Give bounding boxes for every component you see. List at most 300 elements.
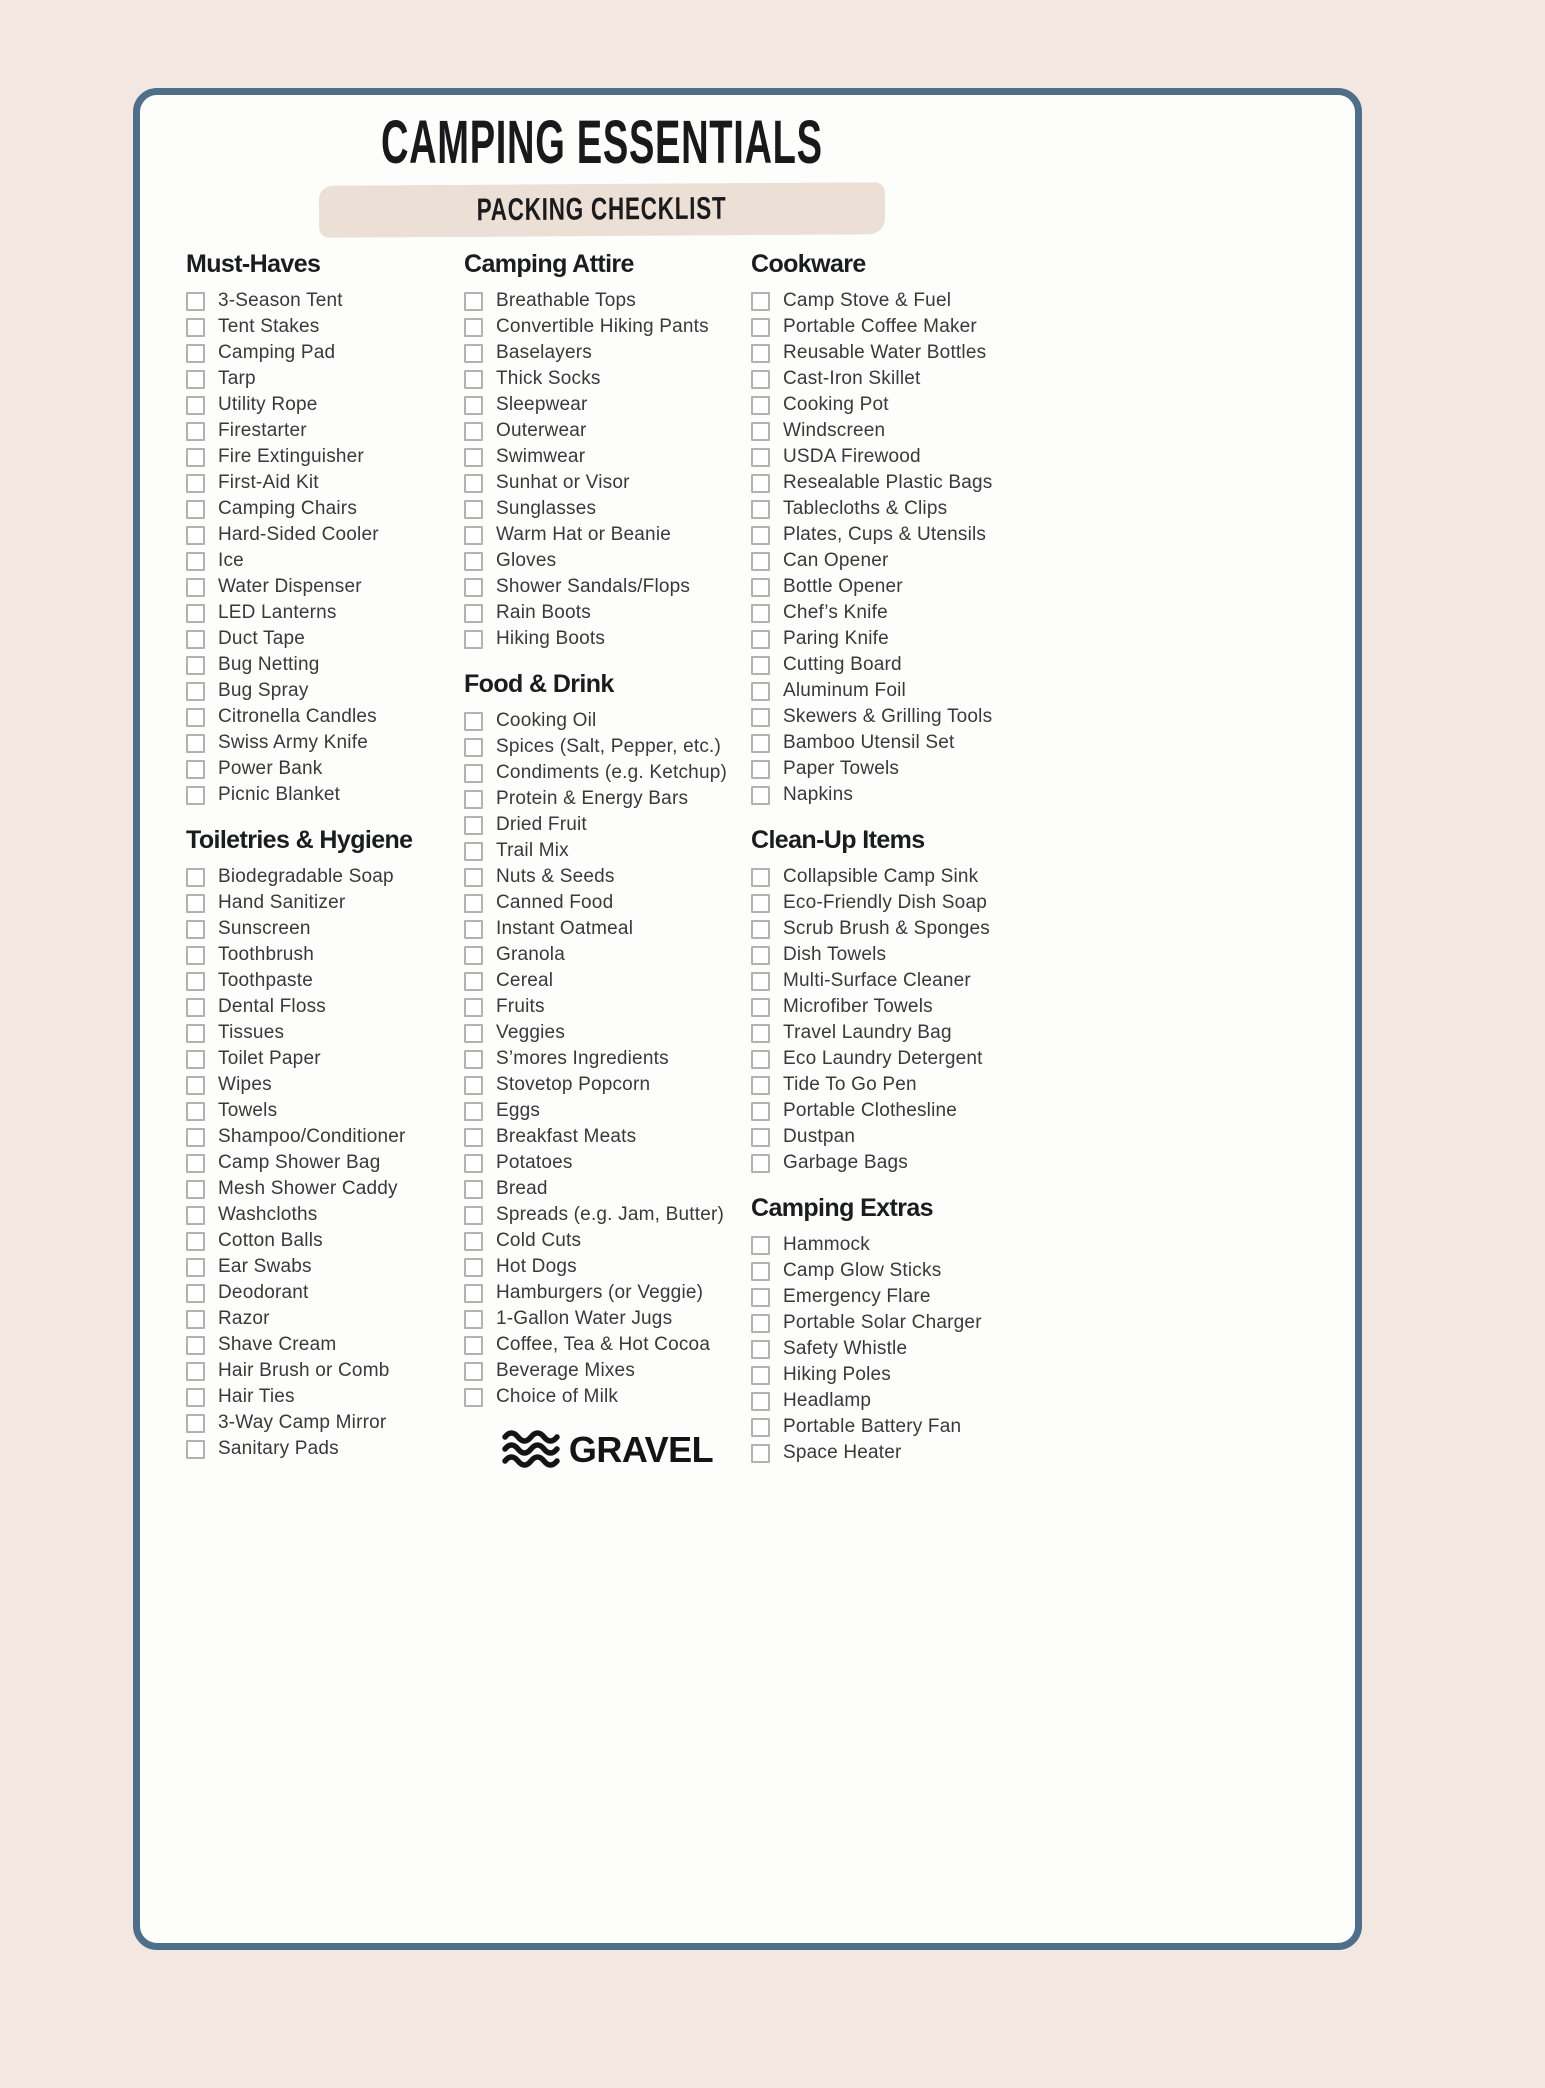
checkbox[interactable] (186, 1206, 205, 1225)
checklist-item (464, 708, 751, 734)
checkbox[interactable] (186, 292, 205, 311)
checkbox[interactable] (751, 786, 770, 805)
checkbox[interactable] (464, 1284, 483, 1303)
columns (186, 248, 1315, 1472)
checkbox[interactable] (464, 474, 483, 493)
checklist-item (464, 626, 751, 652)
checklist-item (186, 470, 464, 496)
checklist-item (751, 994, 1073, 1020)
item-label: Instant Oatmeal (496, 918, 634, 939)
item-label: Veggies (496, 1022, 566, 1043)
checkbox[interactable] (464, 1362, 483, 1381)
item-label: Warm Hat or Beanie (496, 524, 672, 545)
checkbox[interactable] (751, 370, 770, 389)
checklist-item (186, 1254, 464, 1280)
checklist-item (751, 522, 1073, 548)
checklist-item (186, 1176, 464, 1202)
item-label: Eco Laundry Detergent (783, 1048, 983, 1069)
checkbox[interactable] (751, 500, 770, 519)
item-label: Plates, Cups & Utensils (783, 524, 987, 545)
checkbox[interactable] (464, 738, 483, 757)
checkbox[interactable] (751, 448, 770, 467)
checkbox[interactable] (186, 682, 205, 701)
checkbox[interactable] (751, 868, 770, 887)
item-label: Convertible Hiking Pants (496, 316, 709, 337)
checkbox[interactable] (186, 920, 205, 939)
item-label: Camping Pad (218, 342, 336, 363)
checkbox[interactable] (751, 1340, 770, 1359)
page (0, 88, 1545, 1950)
item-label: Portable Coffee Maker (783, 316, 977, 337)
checklist-item (186, 1150, 464, 1176)
checkbox[interactable] (751, 1154, 770, 1173)
checkbox[interactable] (186, 344, 205, 363)
checkbox[interactable] (464, 764, 483, 783)
checkbox[interactable] (464, 946, 483, 965)
checkbox[interactable] (464, 712, 483, 731)
item-label: Bread (496, 1178, 548, 1199)
item-label: Hand Sanitizer (218, 892, 346, 913)
checkbox[interactable] (464, 842, 483, 861)
checkbox[interactable] (186, 370, 205, 389)
checkbox[interactable] (751, 526, 770, 545)
column-1 (186, 248, 464, 1472)
checklist-item (751, 1072, 1073, 1098)
checkbox[interactable] (186, 1414, 205, 1433)
checkbox[interactable] (751, 656, 770, 675)
checkbox[interactable] (464, 1232, 483, 1251)
checkbox[interactable] (186, 1336, 205, 1355)
checklist-item (751, 756, 1073, 782)
checkbox[interactable] (751, 1236, 770, 1255)
item-label: Paring Knife (783, 628, 889, 649)
checklist-item (751, 1258, 1073, 1284)
checkbox[interactable] (186, 868, 205, 887)
checklist-item (751, 1020, 1073, 1046)
checklist-item (751, 1046, 1073, 1072)
item-label: Wipes (218, 1074, 272, 1095)
checklist-item (186, 600, 464, 626)
checkbox[interactable] (751, 1076, 770, 1095)
checkbox[interactable] (464, 578, 483, 597)
checkbox[interactable] (751, 972, 770, 991)
checkbox[interactable] (751, 760, 770, 779)
item-label: 3-Way Camp Mirror (218, 1412, 387, 1433)
checklist-item (464, 1150, 751, 1176)
checkbox[interactable] (751, 1128, 770, 1147)
checklist-item (751, 1150, 1073, 1176)
checklist-item (186, 1358, 464, 1384)
item-label: Baselayers (496, 342, 592, 363)
checkbox[interactable] (186, 894, 205, 913)
checklist-item (751, 1284, 1073, 1310)
checklist-item (464, 760, 751, 786)
checkbox[interactable] (186, 1440, 205, 1459)
checklist-item (751, 626, 1073, 652)
column-3 (751, 248, 1073, 1472)
checkbox[interactable] (751, 1418, 770, 1437)
checkbox[interactable] (751, 1102, 770, 1121)
item-label: Camping Chairs (218, 498, 358, 519)
checklist-item (751, 1336, 1073, 1362)
checkbox[interactable] (186, 448, 205, 467)
checklist-item (186, 1202, 464, 1228)
section-camping-attire (464, 248, 751, 652)
checklist-item (464, 734, 751, 760)
item-label: Hiking Poles (783, 1364, 892, 1385)
checklist-item (751, 890, 1073, 916)
subtitle-highlight (319, 182, 885, 237)
checklist-item (464, 1384, 751, 1410)
checkbox[interactable] (186, 396, 205, 415)
checkbox[interactable] (751, 630, 770, 649)
item-label: Hiking Boots (496, 628, 606, 649)
item-label: Razor (218, 1308, 270, 1329)
checkbox[interactable] (464, 790, 483, 809)
checkbox[interactable] (464, 1310, 483, 1329)
checklist-item (464, 1202, 751, 1228)
checkbox[interactable] (464, 1180, 483, 1199)
item-label: Hair Ties (218, 1386, 295, 1407)
checklist-item (751, 942, 1073, 968)
checkbox[interactable] (751, 578, 770, 597)
checkbox[interactable] (186, 734, 205, 753)
item-label: Portable Battery Fan (783, 1416, 962, 1437)
checklist-item (751, 1098, 1073, 1124)
checklist-item (186, 366, 464, 392)
item-label: Duct Tape (218, 628, 306, 649)
item-label: Tablecloths & Clips (783, 498, 948, 519)
page-title: CAMPING ESSENTIALS (381, 106, 823, 177)
item-label: Granola (496, 944, 565, 965)
item-label: Bamboo Utensil Set (783, 732, 955, 753)
checklist-item (751, 730, 1073, 756)
item-label: Sunhat or Visor (496, 472, 630, 493)
checkbox[interactable] (186, 1076, 205, 1095)
checkbox[interactable] (751, 292, 770, 311)
item-label: Firestarter (218, 420, 307, 441)
checklist-item (186, 916, 464, 942)
item-label: Toothbrush (218, 944, 315, 965)
checkbox[interactable] (464, 972, 483, 991)
checklist-item (186, 652, 464, 678)
item-label: Headlamp (783, 1390, 872, 1411)
checkbox[interactable] (186, 1102, 205, 1121)
item-label: Sanitary Pads (218, 1438, 339, 1459)
checkbox[interactable] (464, 630, 483, 649)
item-label: Breakfast Meats (496, 1126, 637, 1147)
checkbox[interactable] (464, 318, 483, 337)
checkbox[interactable] (186, 972, 205, 991)
checklist-item (751, 1440, 1073, 1466)
checklist-item (464, 1254, 751, 1280)
item-label: Tent Stakes (218, 316, 320, 337)
item-label: Outerwear (496, 420, 587, 441)
checkbox[interactable] (464, 920, 483, 939)
checkbox[interactable] (186, 422, 205, 441)
checkbox[interactable] (751, 1262, 770, 1281)
checkbox[interactable] (186, 526, 205, 545)
checkbox[interactable] (186, 1284, 205, 1303)
checkbox[interactable] (464, 1024, 483, 1043)
checklist-item (186, 574, 464, 600)
item-label: Cast-Iron Skillet (783, 368, 921, 389)
item-label: Space Heater (783, 1442, 902, 1463)
checkbox[interactable] (751, 1288, 770, 1307)
item-label: Hammock (783, 1234, 870, 1255)
item-label: Toothpaste (218, 970, 313, 991)
checkbox[interactable] (186, 656, 205, 675)
section-heading: Toiletries & Hygiene (186, 826, 413, 854)
checkbox[interactable] (186, 1128, 205, 1147)
checkbox[interactable] (751, 344, 770, 363)
checkbox[interactable] (464, 370, 483, 389)
item-label: Cooking Oil (496, 710, 597, 731)
item-label: Resealable Plastic Bags (783, 472, 993, 493)
section-heading: Camping Attire (464, 250, 634, 278)
item-label: Gloves (496, 550, 557, 571)
checkbox[interactable] (464, 1206, 483, 1225)
checklist-item (464, 942, 751, 968)
checkbox[interactable] (464, 500, 483, 519)
item-label: Camp Stove & Fuel (783, 290, 952, 311)
checkbox[interactable] (186, 946, 205, 965)
item-label: Garbage Bags (783, 1152, 908, 1173)
item-label: Condiments (e.g. Ketchup) (496, 762, 728, 783)
checkbox[interactable] (186, 1180, 205, 1199)
checkbox[interactable] (751, 682, 770, 701)
checkbox[interactable] (186, 474, 205, 493)
checklist-item (464, 366, 751, 392)
checkbox[interactable] (751, 998, 770, 1017)
checklist-item (186, 548, 464, 574)
checklist-item (751, 392, 1073, 418)
checklist-item (464, 574, 751, 600)
checklist-item (751, 968, 1073, 994)
item-label: Travel Laundry Bag (783, 1022, 952, 1043)
item-label: Spices (Salt, Pepper, etc.) (496, 736, 722, 757)
checklist-item (751, 548, 1073, 574)
checklist-item (464, 838, 751, 864)
item-label: Power Bank (218, 758, 323, 779)
checkbox[interactable] (464, 604, 483, 623)
item-label: Citronella Candles (218, 706, 377, 727)
checklist-item (186, 782, 464, 808)
checkbox[interactable] (186, 1258, 205, 1277)
checklist-item (186, 1280, 464, 1306)
checklist-item (186, 1046, 464, 1072)
checkbox[interactable] (751, 1314, 770, 1333)
section-heading: Food & Drink (464, 670, 614, 698)
checkbox[interactable] (751, 1444, 770, 1463)
item-label: Hard-Sided Cooler (218, 524, 379, 545)
checkbox[interactable] (751, 604, 770, 623)
checklist-item (751, 1124, 1073, 1150)
checkbox[interactable] (186, 786, 205, 805)
checkbox[interactable] (751, 552, 770, 571)
checklist-item (186, 1020, 464, 1046)
checkbox[interactable] (751, 422, 770, 441)
checklist-item (751, 1310, 1073, 1336)
checkbox[interactable] (464, 1102, 483, 1121)
checkbox[interactable] (464, 1050, 483, 1069)
checklist-item (464, 890, 751, 916)
checkbox[interactable] (464, 1154, 483, 1173)
checkbox[interactable] (186, 708, 205, 727)
checkbox[interactable] (464, 552, 483, 571)
checkbox[interactable] (186, 1154, 205, 1173)
item-label: Scrub Brush & Sponges (783, 918, 990, 939)
item-label: Sleepwear (496, 394, 588, 415)
item-label: Eggs (496, 1100, 541, 1121)
checklist-item (186, 522, 464, 548)
item-label: Cooking Pot (783, 394, 889, 415)
item-label: Cold Cuts (496, 1230, 582, 1251)
checkbox[interactable] (464, 1128, 483, 1147)
item-label: Tarp (218, 368, 256, 389)
checkbox[interactable] (464, 1076, 483, 1095)
checklist-item (464, 470, 751, 496)
checklist-item (464, 418, 751, 444)
item-label: Picnic Blanket (218, 784, 341, 805)
column-2 (464, 248, 751, 1472)
checklist-item (751, 600, 1073, 626)
checkbox[interactable] (464, 422, 483, 441)
checkbox[interactable] (751, 1050, 770, 1069)
item-label: Fire Extinguisher (218, 446, 364, 467)
checkbox[interactable] (186, 552, 205, 571)
checklist-item (186, 1332, 464, 1358)
checkbox[interactable] (186, 604, 205, 623)
checklist-item (186, 418, 464, 444)
checklist-item (186, 1384, 464, 1410)
checklist-item (464, 994, 751, 1020)
checkbox[interactable] (751, 708, 770, 727)
checkbox[interactable] (751, 318, 770, 337)
checkbox[interactable] (186, 1050, 205, 1069)
checkbox[interactable] (186, 1232, 205, 1251)
checklist-item (464, 812, 751, 838)
brand-logo (464, 1428, 751, 1472)
checkbox[interactable] (186, 500, 205, 519)
checkbox[interactable] (464, 816, 483, 835)
section-cookware (751, 248, 1073, 808)
checklist-item (751, 1414, 1073, 1440)
checkbox[interactable] (751, 1392, 770, 1411)
item-label: Dried Fruit (496, 814, 587, 835)
item-label: Safety Whistle (783, 1338, 908, 1359)
checkbox[interactable] (464, 1388, 483, 1407)
checkbox[interactable] (186, 1310, 205, 1329)
checklist-item (751, 1232, 1073, 1258)
checkbox[interactable] (751, 474, 770, 493)
section-heading: Must-Haves (186, 250, 321, 278)
item-label: Protein & Energy Bars (496, 788, 689, 809)
checkbox[interactable] (186, 1024, 205, 1043)
checklist-item (751, 314, 1073, 340)
checklist-item (186, 1436, 464, 1462)
checkbox[interactable] (464, 868, 483, 887)
checklist-item (464, 288, 751, 314)
checkbox[interactable] (751, 946, 770, 965)
checklist-item (464, 1228, 751, 1254)
checklist-item (464, 1046, 751, 1072)
item-label: Swimwear (496, 446, 586, 467)
checkbox[interactable] (751, 1366, 770, 1385)
item-label: Can Opener (783, 550, 889, 571)
item-label: Washcloths (218, 1204, 318, 1225)
checklist-item (464, 340, 751, 366)
item-label: Napkins (783, 784, 854, 805)
checkbox[interactable] (186, 578, 205, 597)
item-label: Bug Netting (218, 654, 320, 675)
checkbox[interactable] (751, 734, 770, 753)
item-label: USDA Firewood (783, 446, 921, 467)
item-label: Reusable Water Bottles (783, 342, 987, 363)
checkbox[interactable] (464, 1258, 483, 1277)
brand-name: GRAVEL (568, 1429, 714, 1470)
checkbox[interactable] (464, 396, 483, 415)
checklist-item (186, 756, 464, 782)
checkbox[interactable] (186, 1362, 205, 1381)
item-label: Water Dispenser (218, 576, 362, 597)
checklist-card (133, 88, 1362, 1950)
item-label: Sunscreen (218, 918, 311, 939)
item-label: Hamburgers (or Veggie) (496, 1282, 704, 1303)
checkbox[interactable] (464, 292, 483, 311)
checkbox[interactable] (186, 998, 205, 1017)
checklist-item (464, 314, 751, 340)
item-label: Ear Swabs (218, 1256, 312, 1277)
item-label: Choice of Milk (496, 1386, 619, 1407)
checklist-item (464, 1124, 751, 1150)
checklist-item (751, 470, 1073, 496)
checkbox[interactable] (751, 894, 770, 913)
checkbox[interactable] (464, 894, 483, 913)
checklist-item (186, 1098, 464, 1124)
item-label: Stovetop Popcorn (496, 1074, 651, 1095)
checklist-item (464, 1176, 751, 1202)
checklist-item (186, 730, 464, 756)
checklist-item (464, 392, 751, 418)
checklist-item (751, 1388, 1073, 1414)
checklist-item (464, 1306, 751, 1332)
checkbox[interactable] (186, 318, 205, 337)
checklist-item (751, 444, 1073, 470)
checkbox[interactable] (186, 760, 205, 779)
item-label: Towels (218, 1100, 278, 1121)
checklist-item (186, 968, 464, 994)
checklist-item (751, 864, 1073, 890)
checkbox[interactable] (186, 1388, 205, 1407)
checkbox[interactable] (751, 920, 770, 939)
checkbox[interactable] (464, 1336, 483, 1355)
checklist-item (464, 444, 751, 470)
checkbox[interactable] (186, 630, 205, 649)
item-label: Camp Glow Sticks (783, 1260, 942, 1281)
checkbox[interactable] (464, 448, 483, 467)
checklist-item (186, 994, 464, 1020)
checkbox[interactable] (751, 1024, 770, 1043)
checklist-item (751, 704, 1073, 730)
item-label: Beverage Mixes (496, 1360, 636, 1381)
checkbox[interactable] (464, 998, 483, 1017)
checklist-item (186, 392, 464, 418)
checklist-item (186, 1228, 464, 1254)
checkbox[interactable] (464, 344, 483, 363)
checkbox[interactable] (751, 396, 770, 415)
checkbox[interactable] (464, 526, 483, 545)
